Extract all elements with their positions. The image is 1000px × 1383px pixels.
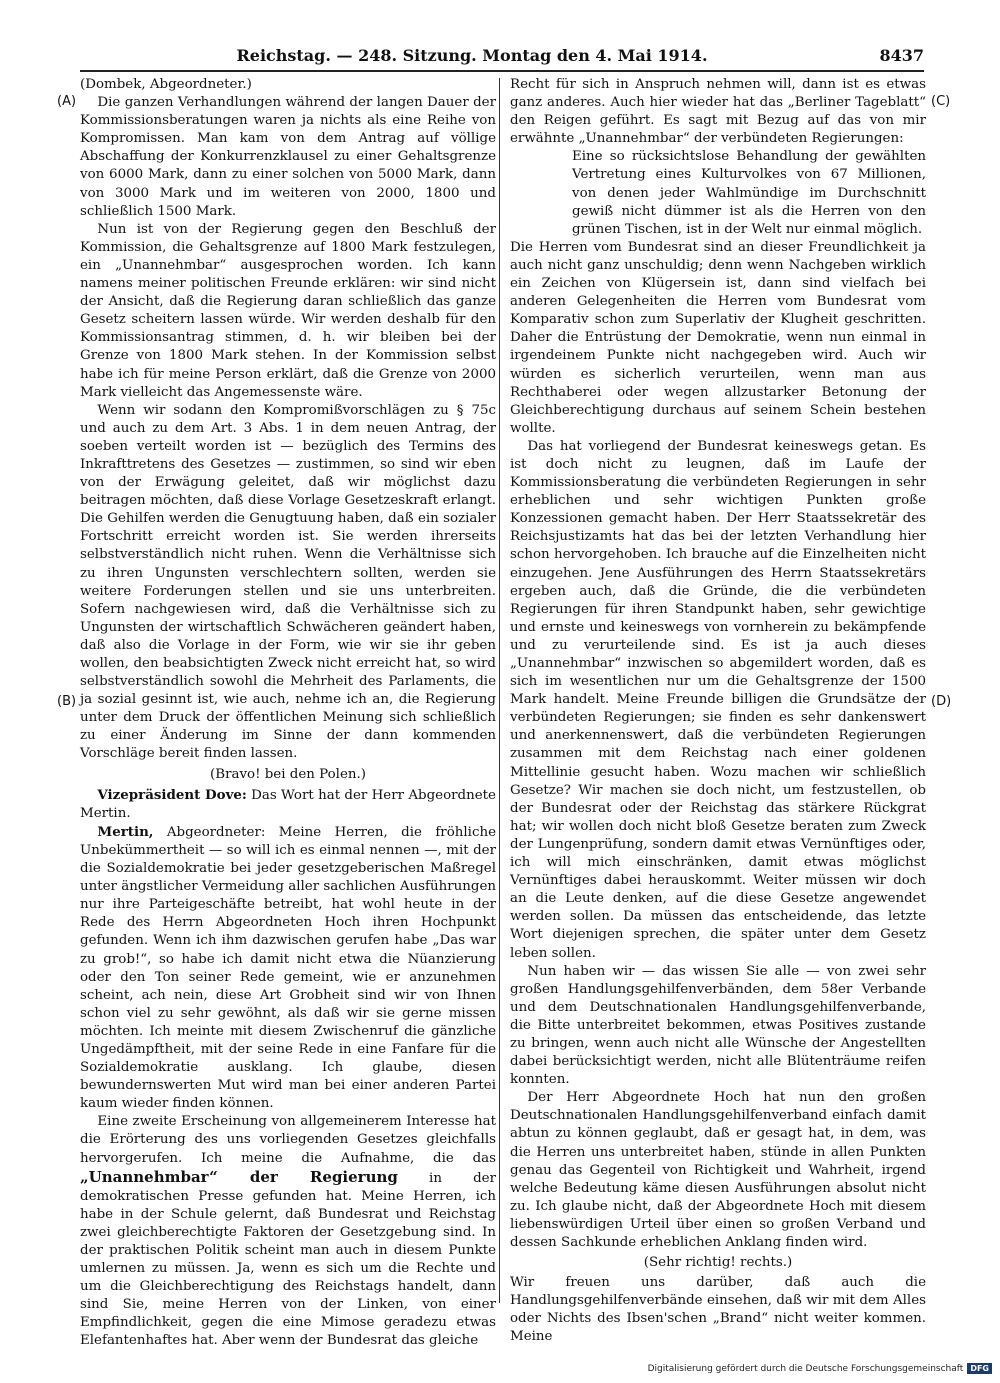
paragraph: Wir freuen uns darüber, daß auch die Handlungsgehilfenverbände einsehen, daß wir mit dem Alles oder Nichts des Ibsen'schen „Brand“ nicht weiter kommen. Meine	[510, 1275, 926, 1345]
paragraph: Nun ist von der Regierung gegen den Beschluß der Kommission, die Gehaltsgrenze auf 1800 Mark festzulegen, ein „Unannehmbar“ ausgesprochen worden. Ich kann namens meiner politischen Freunde erklären: wir sind nicht der Ansicht, daß die Regierung daran schließlich das ganze Gesetz scheitern lassen würde. Wir werden deshalb für den Kommissionsantrag stimmen, d. h. wir bleiben bei der Grenze von 1800 Mark stehen. In der Kommission selbst habe ich für meine Person erklärt, daß die Grenze von 2000 Mark vielleicht das Angemessenste wäre.	[80, 221, 496, 400]
dfg-logo: DFG	[967, 1363, 992, 1374]
paragraph: Wenn wir sodann den Kompromißvorschlägen zu § 75c und auch zu dem Art. 3 Abs. 1 in dem neuen Antrag, der soeben verteilt worden ist — bezüglich des Termins des Inkrafttretens des Gesetzes — zustimmen, so sind wir eben von der Erwägung geleitet, daß wir möglichst dazu beitragen möchten, daß diese Vorlage Gesetzeskraft erlangt. Die Gehilfen werden die Genugtuung haben, daß ein sozialer Fortschritt erreicht worden ist. Sie werden ihrerseits selbstverständlich nicht ruhen. Wenn die Verhältnisse sich zu ihren Ungunsten verschlechtern sollten, werden sie weitere Forderungen stellen und sie uns unterbreiten. Sofern nachgewiesen wird, daß die Verhältnisse sich zu Ungunsten der wirtschaftlich Schwächeren geändert haben, daß also die Vorlage in der Form, wie wir sie ihr geben wollen, den beabsichtigten Zweck nicht erreicht hat, so wird selbstverständlich sowohl die Mehrheit des Parlaments, die ja sozial gesinnt ist, wie auch, nehme ich an, die Regierung unter dem Druck der öffentlichen Meinung sich schließlich zu einer Änderung im Sinne der dann kommenden Vorschläge bereit finden lassen.	[80, 402, 496, 762]
paragraph: Die ganzen Verhandlungen während der langen Dauer der Kommissionsberatungen waren ja nichts als eine Reihe von Kompromissen. Man kam von dem Antrag auf völlige Abschaffung der Konkurrenzklausel zu einer Gehaltsgrenze von 6000 Mark, dann zu einer solchen von 5000 Mark, dann von 3000 Mark und im weiteren von 2000, 1800 und schließlich 1500 Mark.	[80, 95, 496, 219]
digitization-footer	[648, 1363, 992, 1374]
speaker-name: Mertin,	[97, 823, 154, 840]
speaker-name: Vizepräsident Dove:	[97, 786, 247, 803]
block-quote: Eine so rücksichtslose Behandlung der gewählten Vertretung eines Kulturvolkes von 67 Millionen, von denen jeder Wahlmündige im Durchschnitt gewiß nicht dümmer ist als die Herren von den grünen Tischen, ist in der Welt nur einmal möglich.	[572, 149, 926, 237]
emphasized-phrase: „Unannehmbar“ der Regierung	[80, 1167, 398, 1186]
speech-text: Abgeordneter: Meine Herren, die fröhliche Unbekümmertheit — so will ich es einmal nennen —, mit der die Sozialdemokratie bei jeder gesetzgeberischen Maßregel unter ängstlicher Vermeidung aller sachlichen Ausführungen nur ihre Parteigeschäfte betreibt, hat wohl heute in der Rede des Herrn Abgeordneten Hoch ihren Hochpunkt gefunden. Wenn ich ihm dazwischen gerufen habe „Das war zu grob!“, so habe ich damit nicht etwa die Nüanzierung oder den Ton seiner Rede gemeint, wie er anzunehmen scheint, ach nein, diese Art Grobheit sind wir von Ihnen schon viel zu sehr gewöhnt, als daß wir sie gerne missen möchten. Ich meinte mit diesem Zwischenruf die gänzliche Ungedämpftheit, mit der seine Rede in eine Fanfare für die Sozialdemokratie ausklang. Ich glaube, diesen bewundernswerten Mut wird man bei einer anderen Partei kaum wieder finden können.	[80, 824, 496, 1112]
page-header	[80, 46, 924, 70]
paragraph: Das hat vorliegend der Bundesrat keineswegs getan. Es ist doch nicht zu leugnen, daß im Laufe der Kommissionsberatung die verbündeten Regierungen in sehr erheblichen und sehr wichtigen Punkten große Konzessionen gemacht haben. Der Herr Staatssekretär des Reichsjustizamts hat das bei der letzten Verhandlung hier schon hervorgehoben. Ich brauche auf die Einzelheiten nicht einzugehen. Jene Ausführungen des Herrn Staatssekretärs ergeben auch, daß die Gründe, die die verbündeten Regierungen für ihren Standpunkt haben, sehr gewichtige und ernste und keineswegs von vornherein zu bekämpfende und zu verurteilende sind. Es ist ja auch dieses „Unannehmbar“ inzwischen so abgemildert worden, daß es sich im wesentlichen nur um die Gehaltsgrenze der 1500 Mark handelt. Meine Freunde billigen die Grundsätze der verbündeten Regierungen; sie finden es sehr dankenswert und anerkennenswert, daß die verbündeten Regierungen zusammen mit dem Reichstag nach einer goldenen Mittellinie gesucht haben. Wozu machen wir schließlich Gesetze? Wir machen sie doch nicht, um festzustellen, ob der Bundesrat oder der Reichstag das stärkere Rückgrat hat; wir wollen doch nicht bloß Gesetze beraten zum Zweck der Lungenprüfung, sondern damit etwas Vernünftiges oder, ich will mich einschränken, damit etwas möglichst Vernünftiges dabei herauskommt. Weiter müssen wir doch an die Leute denken, auf die diese Gesetze angewendet werden sollen. Da müssen das entscheidende, das letzte Wort diejenigen sprechen, die später unter dem Gesetz leben sollen.	[510, 438, 926, 961]
paragraph: Der Herr Abgeordnete Hoch hat nun den großen Deutschnationalen Handlungsgehilfenverband einfach damit abtun zu können geglaubt, daß er gesagt hat, in dem, was die Herren uns unterbreitet haben, stünde in allen Punkten genau das Gegenteil von Richtigkeit und Wahrheit, irgend welche Bedeutung käme diesen Ausführungen absolut nicht zu. Ich glaube nicht, daß der Abgeordnete Hoch mit diesem liebenswürdigen Urteil über einen so großen Verband und dessen Sachkunde erheblichen Anklang finden wird.	[510, 1090, 926, 1250]
right-column	[510, 76, 926, 1347]
column-divider	[499, 78, 500, 1303]
interjection: (Sehr richtig! rechts.)	[643, 1255, 793, 1271]
paragraph	[80, 823, 496, 1114]
margin-marker-b: (B)	[57, 694, 77, 709]
paragraph: Nun haben wir — das wissen Sie alle — von zwei sehr großen Handlungsgehilfenverbänden, dem 58er Verbande und dem Deutschnationalen Handlungsgehilfenverbande, die Bitte unterbreitet bekommen, etwas Positives zustande zu bringen, wenn auch nicht alle Wünsche der Angestellten dabei berücksichtigt werden, nicht alle Blütenträume reifen konnten.	[510, 963, 926, 1088]
page-number: 8437	[879, 46, 924, 65]
header-rule	[80, 70, 924, 72]
paragraph	[80, 786, 496, 823]
margin-marker-d: (D)	[931, 694, 952, 709]
paragraph: Die Herren vom Bundesrat sind an dieser Freundlichkeit ja auch nicht ganz unschuldig; denn wenn Nachgeben wirklich ein Zeichen von Klügersein ist, dann sind vielfach bei anderen Gelegenheiten die Herren vom Bundesrat vom Komparativ schon zum Superlativ der Klugheit geschritten. Daher die Entrüstung der Demokratie, wenn nun einmal in irgendeinem Punkte nicht nachgegeben wird. Auch wir würden es sicherlich verurteilen, wenn man aus Rechthaberei oder wegen allzustarker Betonung der Gleichberechtigung durchaus auf seinem Schein bestehen wollte.	[510, 239, 926, 436]
speech-text: in der demokratischen Presse gefunden hat. Meine Herren, ich habe in der Schule gelernt, daß Bundesrat und Reichstag zwei gleichberechtigte Faktoren der Gesetzgebung sind. In der praktischen Politik scheint man auch in diesem Punkte umlernen zu müssen. Ja, wenn es sich um die Rechte und um die Gleichberechtigung des Reichstags handelt, dann sind Sie, meine Herren von der Linken, von einer Empfindlichkeit, gegen die eine Mimose geradezu etwas Elefantenhaftes hat. Aber wenn der Bundesrat das gleiche	[80, 1170, 496, 1349]
left-column	[80, 76, 496, 1351]
footer-text: Digitalisierung gefördert durch die Deutsche Forschungsgemeinschaft	[647, 1363, 964, 1374]
margin-marker-a: (A)	[57, 94, 77, 109]
running-title: Reichstag. — 248. Sitzung. Montag den 4. Mai 1914.	[236, 46, 708, 65]
speaker-continuation: (Dombek, Abgeordneter.)	[80, 77, 252, 92]
margin-marker-c: (C)	[931, 94, 951, 109]
paragraph: Recht für sich in Anspruch nehmen will, dann ist es etwas ganz anderes. Auch hier wieder hat das „Berliner Tageblatt“ den Reigen geführt. Es sagt mit Bezug auf das von mir erwähnte „Unannehmbar“ der verbündeten Regierungen:	[510, 77, 926, 147]
paragraph	[80, 1113, 496, 1350]
speech-text: Das Wort hat der Herr Abgeordnete Mertin.	[80, 787, 496, 821]
interjection: (Bravo! bei den Polen.)	[210, 766, 366, 782]
speech-text: Eine zweite Erscheinung von allgemeinerem Interesse hat die Erörterung des uns vorliegenden Gesetzes gleichfalls hervorgerufen. Ich meine die Aufnahme, die das	[80, 1114, 496, 1166]
